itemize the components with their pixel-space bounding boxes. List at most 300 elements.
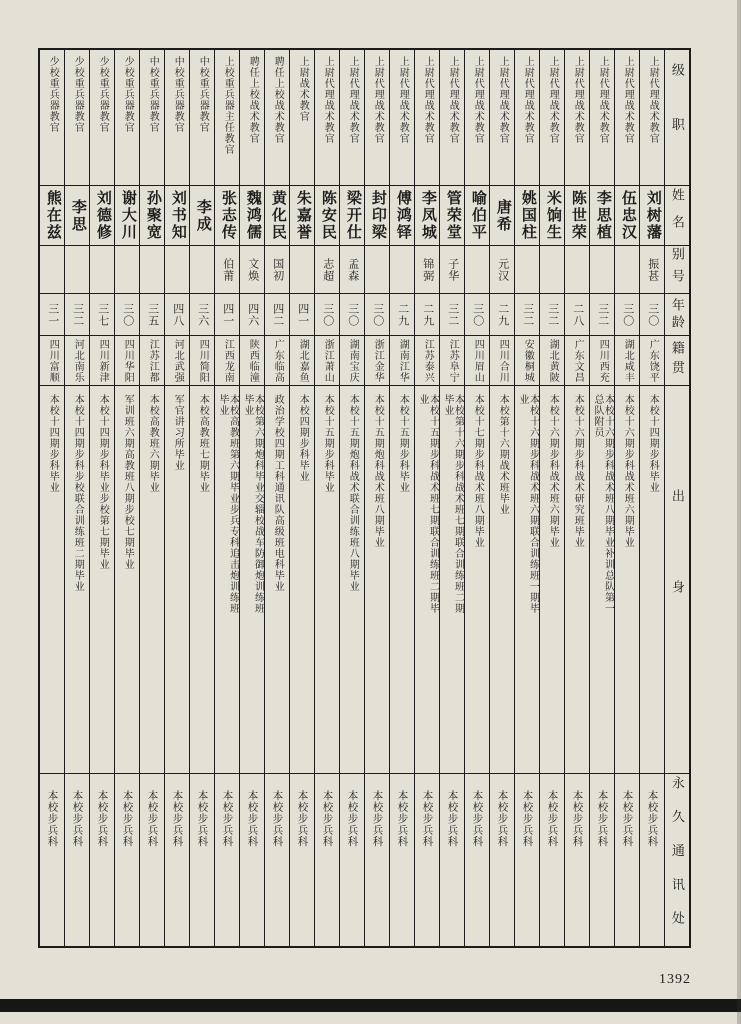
age-text: 三〇 (121, 302, 134, 327)
alias-text: 子华 (446, 257, 459, 282)
address-text: 本校步兵科 (621, 790, 633, 848)
header-address-label: 永久通讯处 (669, 775, 685, 945)
name-text: 陈世荣 (569, 190, 586, 241)
address-text: 本校步兵科 (521, 790, 533, 848)
cell-age (590, 294, 614, 336)
cell-rank (365, 50, 389, 186)
cell-native (290, 336, 314, 386)
person-column (239, 50, 264, 946)
age-text: 三〇 (321, 302, 334, 327)
cell-alias (565, 246, 589, 294)
name-text: 谢大川 (119, 190, 136, 241)
cell-age (115, 294, 139, 336)
cell-origin (140, 386, 164, 774)
cell-name (340, 186, 364, 246)
origin-text: 本校十五期炮科战术联合训练班八期毕业 (347, 394, 359, 592)
name-text: 米饷生 (544, 190, 561, 241)
native-text: 江苏阜宁 (447, 338, 459, 383)
header-age-label: 年龄 (669, 297, 685, 332)
cell-alias (365, 246, 389, 294)
cell-origin (415, 386, 439, 774)
cell-origin (465, 386, 489, 774)
cell-origin (615, 386, 639, 774)
origin-text: 本校十六期步科战术研究班毕业 (572, 394, 584, 548)
origin-text: 本校十四期步科毕业步校第七期毕业 (97, 394, 109, 570)
person-column (189, 50, 214, 946)
cell-address (515, 774, 539, 946)
cell-address (265, 774, 289, 946)
cell-name (240, 186, 264, 246)
cell-rank (65, 50, 89, 186)
native-text: 四川新津 (97, 338, 109, 383)
origin-text: 本校十五期步科毕业 (397, 394, 409, 493)
name-text: 姚国柱 (519, 190, 536, 241)
name-text: 朱嘉誉 (294, 190, 311, 241)
address-text: 本校步兵科 (221, 790, 233, 848)
person-column (40, 50, 64, 946)
name-text: 李思 (69, 198, 86, 233)
cell-name (640, 186, 664, 246)
rank-text: 上校重兵器主任教官 (222, 56, 234, 155)
age-text: 二九 (421, 302, 434, 327)
header-cell-native (665, 336, 689, 386)
cell-rank (240, 50, 264, 186)
cell-rank (465, 50, 489, 186)
cell-age (615, 294, 639, 336)
header-cell-age (665, 294, 689, 336)
name-text: 傅鸿铎 (394, 190, 411, 241)
age-text: 三二 (521, 302, 534, 327)
rank-text: 上尉代理战术教官 (497, 56, 509, 144)
cell-address (565, 774, 589, 946)
native-text: 江西龙南 (222, 338, 234, 383)
cell-rank (590, 50, 614, 186)
rank-text: 少校重兵器教官 (72, 56, 84, 133)
cell-alias (315, 246, 339, 294)
native-text: 四川合川 (497, 338, 509, 383)
cell-origin (215, 386, 239, 774)
page-number: 1392 (659, 972, 691, 987)
name-text: 张志传 (219, 190, 236, 241)
age-text: 三〇 (621, 302, 634, 327)
cell-address (165, 774, 189, 946)
cell-address (415, 774, 439, 946)
person-column (489, 50, 514, 946)
header-cell-rank (665, 50, 689, 186)
address-text: 本校步兵科 (421, 790, 433, 848)
cell-name (490, 186, 514, 246)
cell-name (365, 186, 389, 246)
rank-text: 上尉战术教官 (297, 56, 309, 122)
cell-age (340, 294, 364, 336)
age-text: 二八 (571, 302, 584, 327)
cell-name (390, 186, 414, 246)
origin-text: 本校第六期炮科毕业交辎校战车防御炮训练班毕业 (242, 394, 264, 614)
address-text: 本校步兵科 (446, 790, 458, 848)
cell-native (490, 336, 514, 386)
cell-address (590, 774, 614, 946)
cell-native (615, 336, 639, 386)
address-text: 本校步兵科 (371, 790, 383, 848)
cell-native (240, 336, 264, 386)
header-cell-address (665, 774, 689, 946)
address-text: 本校步兵科 (246, 790, 258, 848)
age-text: 四一 (221, 302, 234, 327)
name-text: 孙聚宽 (144, 190, 161, 241)
origin-text: 本校高教班第六期毕业步兵专科追击炮训练班毕业 (217, 394, 239, 614)
origin-text: 本校十七期步科战术班八期毕业 (472, 394, 484, 548)
cell-rank (390, 50, 414, 186)
name-text: 刘树藩 (644, 190, 661, 241)
age-text: 三〇 (371, 302, 384, 327)
name-text: 李成 (194, 198, 211, 233)
cell-address (640, 774, 664, 946)
cell-native (115, 336, 139, 386)
cell-rank (140, 50, 164, 186)
rank-text: 上尉代理战术教官 (472, 56, 484, 144)
header-column (664, 50, 689, 946)
cell-origin (515, 386, 539, 774)
person-column (114, 50, 139, 946)
cell-native (365, 336, 389, 386)
header-cell-origin (665, 386, 689, 774)
cell-origin (90, 386, 114, 774)
person-column (64, 50, 89, 946)
native-text: 湖北黄陂 (547, 338, 559, 383)
roster-table (38, 48, 691, 948)
address-text: 本校步兵科 (346, 790, 358, 848)
cell-origin (265, 386, 289, 774)
cell-rank (540, 50, 564, 186)
name-text: 黄化民 (269, 190, 286, 241)
rank-text: 中校重兵器教官 (147, 56, 159, 133)
cell-native (465, 336, 489, 386)
age-text: 二九 (396, 302, 409, 327)
address-text: 本校步兵科 (196, 790, 208, 848)
name-text: 刘德修 (94, 190, 111, 241)
cell-address (365, 774, 389, 946)
age-text: 四八 (171, 302, 184, 327)
address-text: 本校步兵科 (71, 790, 83, 848)
cell-name (415, 186, 439, 246)
native-text: 江苏泰兴 (422, 338, 434, 383)
alias-text: 振甚 (646, 257, 659, 282)
cell-rank (565, 50, 589, 186)
address-text: 本校步兵科 (546, 790, 558, 848)
rank-text: 中校重兵器教官 (197, 56, 209, 133)
cell-age (365, 294, 389, 336)
name-text: 管荣堂 (444, 190, 461, 241)
address-text: 本校步兵科 (171, 790, 183, 848)
cell-native (590, 336, 614, 386)
address-text: 本校步兵科 (296, 790, 308, 848)
cell-address (215, 774, 239, 946)
native-text: 浙江萧山 (322, 338, 334, 383)
person-column (389, 50, 414, 946)
native-text: 四川华阳 (122, 338, 134, 383)
person-column (639, 50, 664, 946)
cell-alias (140, 246, 164, 294)
cell-alias (390, 246, 414, 294)
native-text: 四川西充 (597, 338, 609, 383)
cell-native (90, 336, 114, 386)
cell-address (440, 774, 464, 946)
cell-age (565, 294, 589, 336)
cell-age (540, 294, 564, 336)
cell-name (165, 186, 189, 246)
cell-age (190, 294, 214, 336)
person-column (589, 50, 614, 946)
cell-name (615, 186, 639, 246)
cell-origin (590, 386, 614, 774)
native-text: 安徽桐城 (522, 338, 534, 383)
cell-rank (315, 50, 339, 186)
cell-alias (490, 246, 514, 294)
rank-text: 聘任上校战术教官 (272, 56, 284, 144)
cell-native (565, 336, 589, 386)
cell-alias (265, 246, 289, 294)
age-text: 三〇 (471, 302, 484, 327)
alias-text: 锦弼 (421, 257, 434, 282)
address-text: 本校步兵科 (571, 790, 583, 848)
cell-alias (165, 246, 189, 294)
cell-rank (40, 50, 64, 186)
cell-age (390, 294, 414, 336)
cell-alias (590, 246, 614, 294)
cell-age (440, 294, 464, 336)
cell-age (215, 294, 239, 336)
cell-age (490, 294, 514, 336)
cell-name (190, 186, 214, 246)
cell-rank (515, 50, 539, 186)
cell-rank (490, 50, 514, 186)
native-text: 河北南乐 (72, 338, 84, 383)
cell-rank (215, 50, 239, 186)
origin-text: 本校第十六期战术班毕业 (497, 394, 509, 515)
cell-age (140, 294, 164, 336)
cell-origin (40, 386, 64, 774)
rank-text: 上尉代理战术教官 (647, 56, 659, 144)
alias-text: 孟森 (346, 257, 359, 282)
cell-origin (315, 386, 339, 774)
header-rank-label: 级职 (669, 62, 685, 173)
rank-text: 上尉代理战术教官 (422, 56, 434, 144)
cell-address (315, 774, 339, 946)
cell-origin (65, 386, 89, 774)
native-text: 广东临高 (272, 338, 284, 383)
cell-native (640, 336, 664, 386)
cell-age (240, 294, 264, 336)
cell-alias (415, 246, 439, 294)
person-column (439, 50, 464, 946)
cell-native (390, 336, 414, 386)
age-text: 三一 (46, 302, 59, 327)
cell-address (290, 774, 314, 946)
cell-name (140, 186, 164, 246)
origin-text: 本校十四期步科毕业 (647, 394, 659, 493)
age-text: 三〇 (646, 302, 659, 327)
native-text: 湖北咸丰 (622, 338, 634, 383)
cell-name (315, 186, 339, 246)
person-column (614, 50, 639, 946)
cell-origin (565, 386, 589, 774)
cell-address (90, 774, 114, 946)
cell-name (465, 186, 489, 246)
address-text: 本校步兵科 (271, 790, 283, 848)
cell-rank (415, 50, 439, 186)
person-column (564, 50, 589, 946)
cell-age (315, 294, 339, 336)
cell-name (40, 186, 64, 246)
origin-text: 本校十四期步科毕业 (47, 394, 59, 493)
cell-origin (190, 386, 214, 774)
person-column (339, 50, 364, 946)
cell-rank (265, 50, 289, 186)
address-text: 本校步兵科 (396, 790, 408, 848)
header-alias-label: 别号 (669, 247, 685, 292)
person-column (414, 50, 439, 946)
header-cell-alias (665, 246, 689, 294)
age-text: 四六 (246, 302, 259, 327)
age-text: 三二 (71, 302, 84, 327)
name-text: 刘书知 (169, 190, 186, 241)
cell-origin (165, 386, 189, 774)
alias-text: 文焕 (246, 257, 259, 282)
cell-origin (540, 386, 564, 774)
cell-alias (240, 246, 264, 294)
person-column (539, 50, 564, 946)
native-text: 陕西临潼 (247, 338, 259, 383)
native-text: 广东文昌 (572, 338, 584, 383)
name-text: 唐希 (494, 198, 511, 233)
origin-text: 本校高教班七期毕业 (197, 394, 209, 493)
alias-text: 志超 (321, 257, 334, 282)
cell-alias (65, 246, 89, 294)
name-text: 李凤城 (419, 190, 436, 241)
cell-native (315, 336, 339, 386)
address-text: 本校步兵科 (146, 790, 158, 848)
origin-text: 本校十六期步科战术班六期毕业 (622, 394, 634, 548)
rank-text: 上尉代理战术教官 (372, 56, 384, 144)
cell-address (615, 774, 639, 946)
cell-name (115, 186, 139, 246)
address-text: 本校步兵科 (596, 790, 608, 848)
cell-age (90, 294, 114, 336)
age-text: 三二 (596, 302, 609, 327)
cell-address (140, 774, 164, 946)
cell-age (65, 294, 89, 336)
cell-origin (440, 386, 464, 774)
rank-text: 聘任上校战术教官 (247, 56, 259, 144)
native-text: 江苏江都 (147, 338, 159, 383)
native-text: 广东饶平 (647, 338, 659, 383)
cell-native (540, 336, 564, 386)
cell-alias (440, 246, 464, 294)
cell-native (215, 336, 239, 386)
cell-native (415, 336, 439, 386)
rank-text: 少校重兵器教官 (97, 56, 109, 133)
rank-text: 上尉代理战术教官 (547, 56, 559, 144)
address-text: 本校步兵科 (46, 790, 58, 848)
alias-text: 伯莆 (221, 257, 234, 282)
cell-name (290, 186, 314, 246)
cell-alias (115, 246, 139, 294)
rank-text: 中校重兵器教官 (172, 56, 184, 133)
origin-text: 本校十四期步科步校联合训练班二期毕业 (72, 394, 84, 592)
alias-text: 国初 (271, 257, 284, 282)
cell-rank (340, 50, 364, 186)
rank-text: 上尉代理战术教官 (322, 56, 334, 144)
cell-alias (615, 246, 639, 294)
origin-text: 本校十五期步科战术班七期联合训练班二期毕业 (417, 394, 439, 614)
origin-text: 本校十六期步科战术班六期联合训练班一期毕业 (517, 394, 539, 614)
name-text: 陈安民 (319, 190, 336, 241)
cell-rank (640, 50, 664, 186)
cell-rank (115, 50, 139, 186)
cell-alias (515, 246, 539, 294)
rank-text: 上尉代理战术教官 (347, 56, 359, 144)
cell-alias (215, 246, 239, 294)
cell-address (240, 774, 264, 946)
cell-origin (240, 386, 264, 774)
age-text: 二九 (496, 302, 509, 327)
cell-native (515, 336, 539, 386)
cell-age (290, 294, 314, 336)
header-native-label: 籍贯 (669, 341, 685, 380)
rank-text: 上尉代理战术教官 (572, 56, 584, 144)
cell-alias (465, 246, 489, 294)
cell-age (515, 294, 539, 336)
cell-alias (40, 246, 64, 294)
cell-alias (640, 246, 664, 294)
cell-native (190, 336, 214, 386)
person-column (264, 50, 289, 946)
cell-origin (390, 386, 414, 774)
cell-origin (290, 386, 314, 774)
origin-text: 本校十五期步科毕业 (322, 394, 334, 493)
name-text: 封印梁 (369, 190, 386, 241)
origin-text: 本校四期步科毕业 (297, 394, 309, 482)
cell-native (65, 336, 89, 386)
cell-alias (340, 246, 364, 294)
origin-text: 本校十六期步科战术班六期毕业 (547, 394, 559, 548)
age-text: 三六 (196, 302, 209, 327)
native-text: 湖南江华 (397, 338, 409, 383)
name-text: 伍忠汉 (619, 190, 636, 241)
cell-age (640, 294, 664, 336)
origin-text: 军训班六期高教班八期步校七期毕业 (122, 394, 134, 570)
cell-address (390, 774, 414, 946)
native-text: 四川简阳 (197, 338, 209, 383)
person-column (514, 50, 539, 946)
origin-text: 本校十五期炮科战术班八期毕业 (372, 394, 384, 548)
cell-name (215, 186, 239, 246)
origin-text: 政治学校四期工科通讯队高级班电科毕业 (272, 394, 284, 592)
cell-native (265, 336, 289, 386)
age-text: 三七 (96, 302, 109, 327)
native-text: 河北武强 (172, 338, 184, 383)
address-text: 本校步兵科 (471, 790, 483, 848)
cell-native (165, 336, 189, 386)
name-text: 李思植 (594, 190, 611, 241)
cell-name (440, 186, 464, 246)
address-text: 本校步兵科 (96, 790, 108, 848)
person-column (139, 50, 164, 946)
header-name-label: 姓名 (669, 188, 685, 243)
rank-text: 少校重兵器教官 (122, 56, 134, 133)
cell-native (40, 336, 64, 386)
origin-text: 本校第十六期步科战术班七期联合训练班二期毕业 (442, 394, 464, 614)
